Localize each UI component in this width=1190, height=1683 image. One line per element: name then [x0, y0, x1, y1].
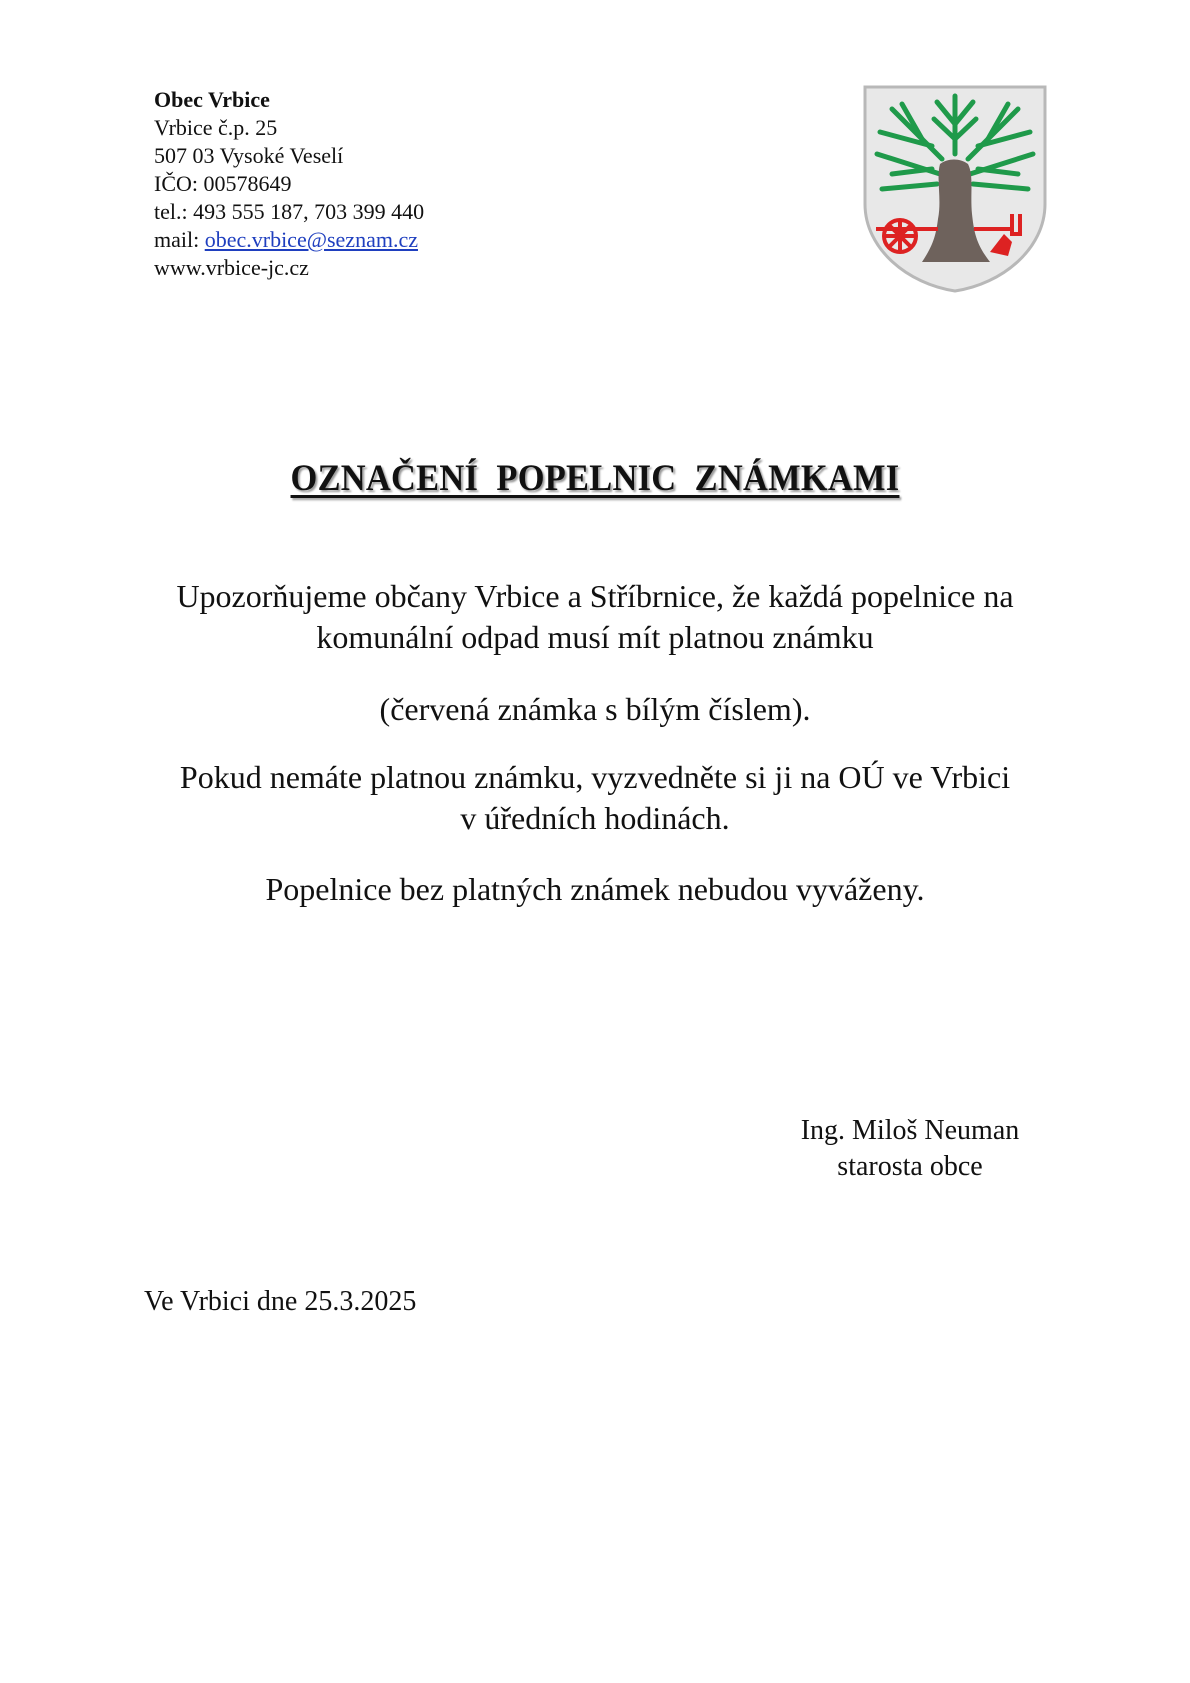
- website: www.vrbice-jc.cz: [154, 255, 309, 280]
- coat-of-arms-icon: [862, 84, 1048, 294]
- address-line-1: Vrbice č.p. 25: [154, 115, 278, 140]
- signatory-name: Ing. Miloš Neuman: [800, 1115, 1020, 1146]
- notice-paragraph-2: (červená známka s bílým číslem).: [379, 691, 811, 727]
- page-title: OZNAČENÍ POPELNIC ZNÁMKAMI: [290, 458, 900, 499]
- notice-line: Pokud nemáte platnou známku, vyzvedněte si ji na OÚ ve Vrbici: [179, 759, 1011, 795]
- notice-line: Upozorňujeme občany Vrbice a Stříbrnice, že každá popelnice na: [176, 578, 1014, 614]
- address-line-2: 507 03 Vysoké Veselí: [154, 143, 344, 168]
- notice-paragraph-4: Popelnice bez platných známek nebudou vyváženy.: [265, 871, 925, 907]
- signature-block: [760, 1113, 1060, 1185]
- notice-paragraph-1: [0, 576, 1190, 658]
- notice-paragraph-3: [0, 757, 1190, 839]
- letterhead: [154, 86, 424, 282]
- ico-number: IČO: 00578649: [154, 171, 292, 196]
- mail-label: mail:: [154, 227, 205, 252]
- email-link[interactable]: obec.vrbice@seznam.cz: [204, 227, 418, 252]
- phone-numbers: tel.: 493 555 187, 703 399 440: [154, 199, 425, 224]
- mail-line: [154, 226, 424, 254]
- notice-line: v úředních hodinách.: [460, 800, 730, 836]
- place-and-date: Ve Vrbici dne 25.3.2025: [144, 1286, 417, 1317]
- org-name: Obec Vrbice: [154, 87, 270, 112]
- notice-line: komunální odpad musí mít platnou známku: [316, 619, 874, 655]
- signatory-role: starosta obce: [837, 1151, 983, 1182]
